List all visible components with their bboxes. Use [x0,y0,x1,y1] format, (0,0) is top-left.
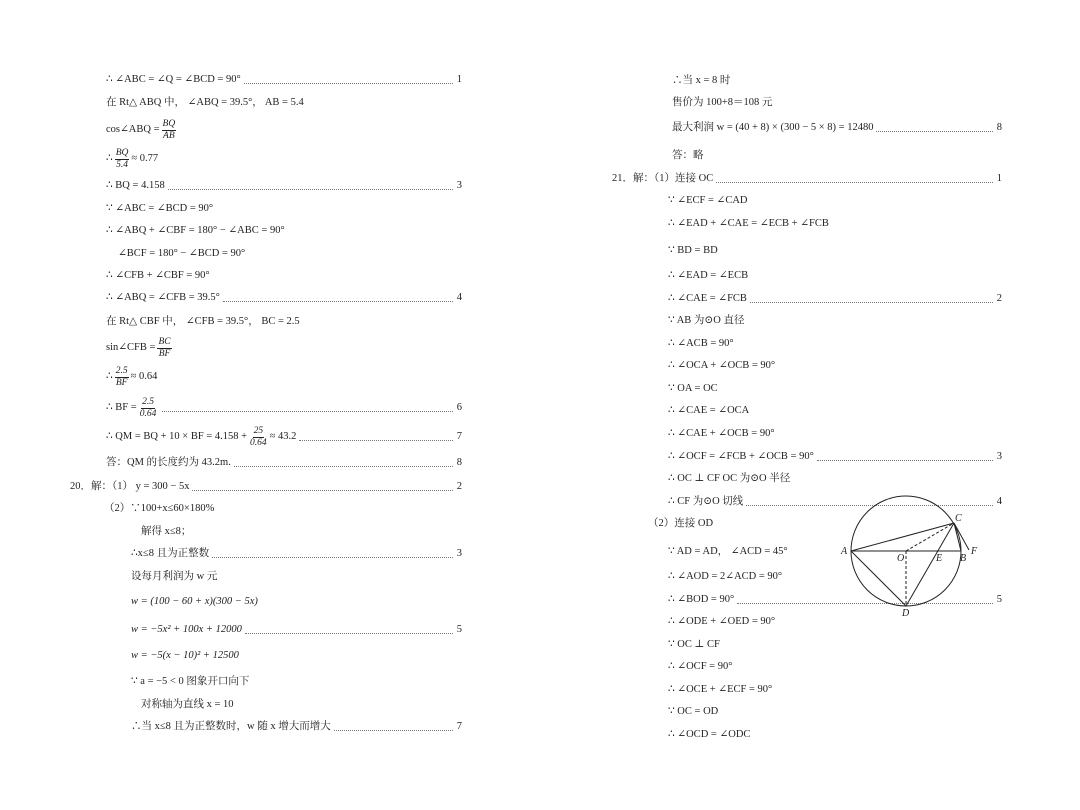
score-points: 4 [456,292,462,303]
leader-dots [192,490,453,491]
leader-dots [299,440,453,441]
step-line: ∵ OA = OC [668,383,718,394]
score-points: 1 [996,173,1002,184]
step-line: 设每月利润为 w 元 [131,571,218,582]
score-points: 3 [996,451,1002,462]
step-line: ∴ ∠OCD = ∠ODC [668,729,751,740]
step-line: ∵ AB 为⊙O 直径 [668,315,745,326]
score-points: 3 [456,548,462,559]
step-line: ∴ ∠EAD + ∠CAE = ∠ECB + ∠FCB [668,218,829,229]
step-line: w = −5x² + 100x + 12000 5 [131,624,462,635]
segment-cd [906,523,954,606]
step-line: ∵ OC ⊥ CF [668,639,720,650]
leader-dots [876,131,993,132]
leader-dots [234,466,453,467]
fraction: $\frac{BQ}{AB}$ [162,118,176,141]
fraction-line: ∴ $\frac{2.5}{BF}$ ≈ 0.64 [106,365,158,388]
score-points: 2 [996,293,1002,304]
step-line: ∵ ∠ECF = ∠CAD [668,195,748,206]
step-line: ∠BCF = 180° − ∠BCD = 90° [118,248,246,259]
step-line: ∵ AD = AD， ∠ACD = 45° [668,546,788,557]
step-line: ∵ ∠ABC = ∠BCD = 90° [106,203,214,214]
step-line: 答：略 [672,150,704,161]
leader-dots [716,182,993,183]
step-line: ∴ ∠EAD = ∠ECB [668,270,749,281]
step-line: ∴当 x = 8 时 [672,75,731,86]
fraction: $\frac{BQ}{5.4}$ [115,147,129,170]
score-points: 8 [996,122,1002,133]
label-c: C [955,513,962,524]
step-line: ∴ BQ = 4.158 3 [106,180,462,191]
step-line: ∴ CF 为⊙O 切线 4 [668,496,1002,507]
step-line: 在 Rt△ ABQ 中， ∠ABQ = 39.5°， AB = 5.4 [106,97,304,108]
fraction: $\frac{BC}{BF}$ [158,336,171,359]
step-line: （2）∵100+x≤60×180% [104,503,215,514]
circle-geometry-figure [836,494,986,618]
leader-dots [334,730,453,731]
fraction: $\frac{2.5}{0.64}$ [139,396,157,419]
step-line: w = −5(x − 10)² + 12500 [131,650,239,661]
score-points: 3 [456,180,462,191]
score-points: 8 [456,457,462,468]
step-line: ∴x≤8 且为正整数 3 [131,548,462,559]
step-line: ∴ OC ⊥ CF OC 为⊙O 半径 [668,473,791,484]
fraction-line: sin∠CFB = $\frac{BC}{BF}$ [106,336,171,359]
step-line: ∴ ∠CFB + ∠CBF = 90° [106,270,210,281]
leader-dots [212,557,453,558]
label-a: A [841,546,848,557]
step-line: ∵ BD = BD [668,245,718,256]
step-line: ∴ ∠OCE + ∠ECF = 90° [668,684,773,695]
leader-dots [817,460,993,461]
fraction: $\frac{25}{0.64}$ [250,425,267,448]
score-points: 5 [996,594,1002,605]
segment-oc-dashed [906,523,954,551]
step-line: 对称轴为直线 x = 10 [141,699,234,710]
step-line: w = (100 − 60 + x)(300 − 5x) [131,596,258,607]
label-d: D [902,608,910,618]
step-line: ∴ ∠CAE = ∠OCA [668,405,750,416]
step-line: ∴ ∠ODE + ∠OED = 90° [668,616,776,627]
leader-dots [244,83,453,84]
step-line: ∴ ∠AOD = 2∠ACD = 90° [668,571,783,582]
label-f: F [971,546,978,557]
step-line: ∵ a = −5 < 0 图象开口向下 [131,676,250,687]
step-line: 售价为 100+8＝108 元 [672,97,773,108]
step-line: ∴ ∠ACB = 90° [668,338,734,349]
leader-dots [750,302,993,303]
score-points: 7 [456,721,462,732]
label-b: B [960,553,967,564]
step-line: ∴ ∠OCF = 90° [668,661,733,672]
score-points: 1 [456,74,462,85]
step-line: 答：QM 的长度约为 43.2m. 8 [106,457,462,468]
step-line: ∴ ∠ABQ = ∠CFB = 39.5° 4 [106,292,462,303]
fraction: $\frac{2.5}{BF}$ [115,365,128,388]
score-points: 5 [456,624,462,635]
step-line: （2）连接 OD [648,518,714,529]
fraction-line: ∴ BF = $\frac{2.5}{0.64}$ 6 [106,396,462,419]
fraction-line: cos∠ABQ = $\frac{BQ}{AB}$ [106,118,176,141]
step-line: ∴ ∠CAE = ∠FCB 2 [668,293,1002,304]
step-line: 20．解：（1） y = 300 − 5x 2 [70,481,462,492]
score-points: 2 [456,481,462,492]
leader-dots [162,411,453,412]
leader-dots [168,189,453,190]
step-line: 解得 x≤8； [141,526,192,537]
step-line: ∴当 x≤8 且为正整数时，w 随 x 增大而增大 7 [131,721,462,732]
step-line: 21．解：（1）连接 OC 1 [612,173,1002,184]
label-o: O [897,553,905,564]
step-line: 最大利润 w = (40 + 8) × (300 − 5 × 8) = 12480 8 [672,122,1002,133]
leader-dots [245,633,453,634]
step-line: ∵ OC = OD [668,706,719,717]
step-line: ∴ ∠ABC = ∠Q = ∠BCD = 90° 1 [106,74,462,85]
step-line: ∴ ∠OCA + ∠OCB = 90° [668,360,776,371]
tangent-cf [954,523,969,550]
score-points: 4 [996,496,1002,507]
step-line: ∴ ∠CAE + ∠OCB = 90° [668,428,775,439]
label-e: E [936,553,943,564]
segment-cb [954,523,961,551]
fraction-line: ∴ QM = BQ + 10 × BF = 4.158 + $\frac{25}{0.64}$ ≈ 43.2 7 [106,425,462,448]
score-points: 6 [456,402,462,413]
step-line: ∴ ∠OCF = ∠FCB + ∠OCB = 90° 3 [668,451,1002,462]
step-line: 在 Rt△ CBF 中， ∠CFB = 39.5°， BC = 2.5 [106,316,300,327]
step-line: ∴ ∠BOD = 90° 5 [668,594,1002,605]
leader-dots [223,301,453,302]
score-points: 7 [456,431,462,442]
step-line: ∴ ∠ABQ + ∠CBF = 180° − ∠ABC = 90° [106,225,285,236]
fraction-line: ∴ $\frac{BQ}{5.4}$ ≈ 0.77 [106,147,159,170]
segment-ac [851,523,954,551]
